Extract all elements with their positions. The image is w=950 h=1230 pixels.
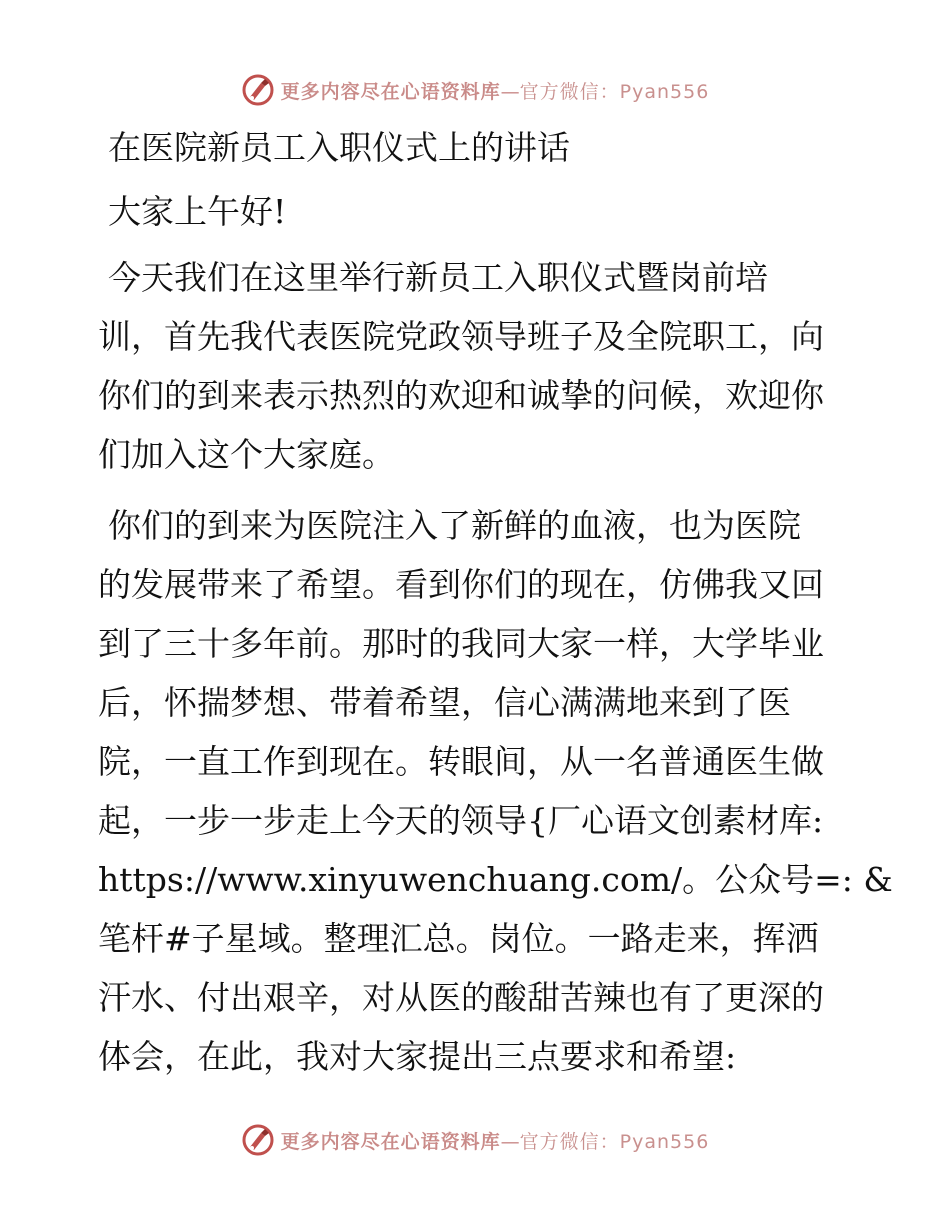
paragraph-line: 院，一直工作到现在。转眼间，从一名普通医生做	[98, 742, 824, 781]
paragraph-line: 训，首先我代表医院党政领导班子及全院职工，向	[98, 317, 824, 356]
banner-site-text: 更多内容尽在心语资料库	[280, 1130, 501, 1153]
paragraph-2	[98, 496, 893, 1086]
greeting: 大家上午好!	[108, 192, 287, 231]
banner-wechat-text: 官方微信：Pyan556	[519, 1130, 710, 1153]
paragraph-1	[98, 248, 858, 484]
paragraph-line: 的发展带来了希望。看到你们的现在，仿佛我又回	[98, 565, 824, 604]
logo-icon	[241, 73, 275, 107]
banner-wechat-text: 官方微信：Pyan556	[519, 80, 710, 103]
paragraph-line: 体会，在此，我对大家提出三点要求和希望:	[98, 1037, 737, 1076]
paragraph-line: 后，怀揣梦想、带着希望，信心满满地来到了医	[98, 683, 791, 722]
url-line: https://www.xinyuwenchuang.com/。公众号=: &	[98, 860, 893, 899]
paragraph-line: 到了三十多年前。那时的我同大家一样，大学毕业	[98, 624, 824, 663]
paragraph-line: 你们的到来为医院注入了新鲜的血液，也为医院	[108, 506, 801, 545]
banner-dash: —	[500, 80, 520, 103]
document-body	[98, 120, 893, 1098]
paragraph-line: 们加入这个大家庭。	[98, 435, 395, 474]
paragraph-line: 今天我们在这里举行新员工入职仪式暨岗前培	[108, 258, 768, 297]
banner-site-text: 更多内容尽在心语资料库	[280, 80, 501, 103]
paragraph-line: 起，一步一步走上今天的领导{厂心语文创素材库:	[98, 801, 824, 840]
logo-icon	[241, 1123, 275, 1157]
footer-banner-inner	[241, 1123, 710, 1157]
footer-banner	[0, 1120, 950, 1160]
header-banner	[0, 70, 950, 110]
document-title: 在医院新员工入职仪式上的讲话	[108, 128, 570, 167]
header-banner-inner	[241, 73, 710, 107]
banner-text	[281, 1127, 710, 1154]
paragraph-line: 你们的到来表示热烈的欢迎和诚挚的问候，欢迎你	[98, 376, 824, 415]
paragraph-line: 汗水、付出艰辛，对从医的酸甜苦辣也有了更深的	[98, 978, 824, 1017]
banner-text	[281, 77, 710, 104]
paragraph-line: 笔杆#子星域。整理汇总。岗位。一路走来，挥洒	[98, 919, 819, 958]
banner-dash: —	[500, 1130, 520, 1153]
